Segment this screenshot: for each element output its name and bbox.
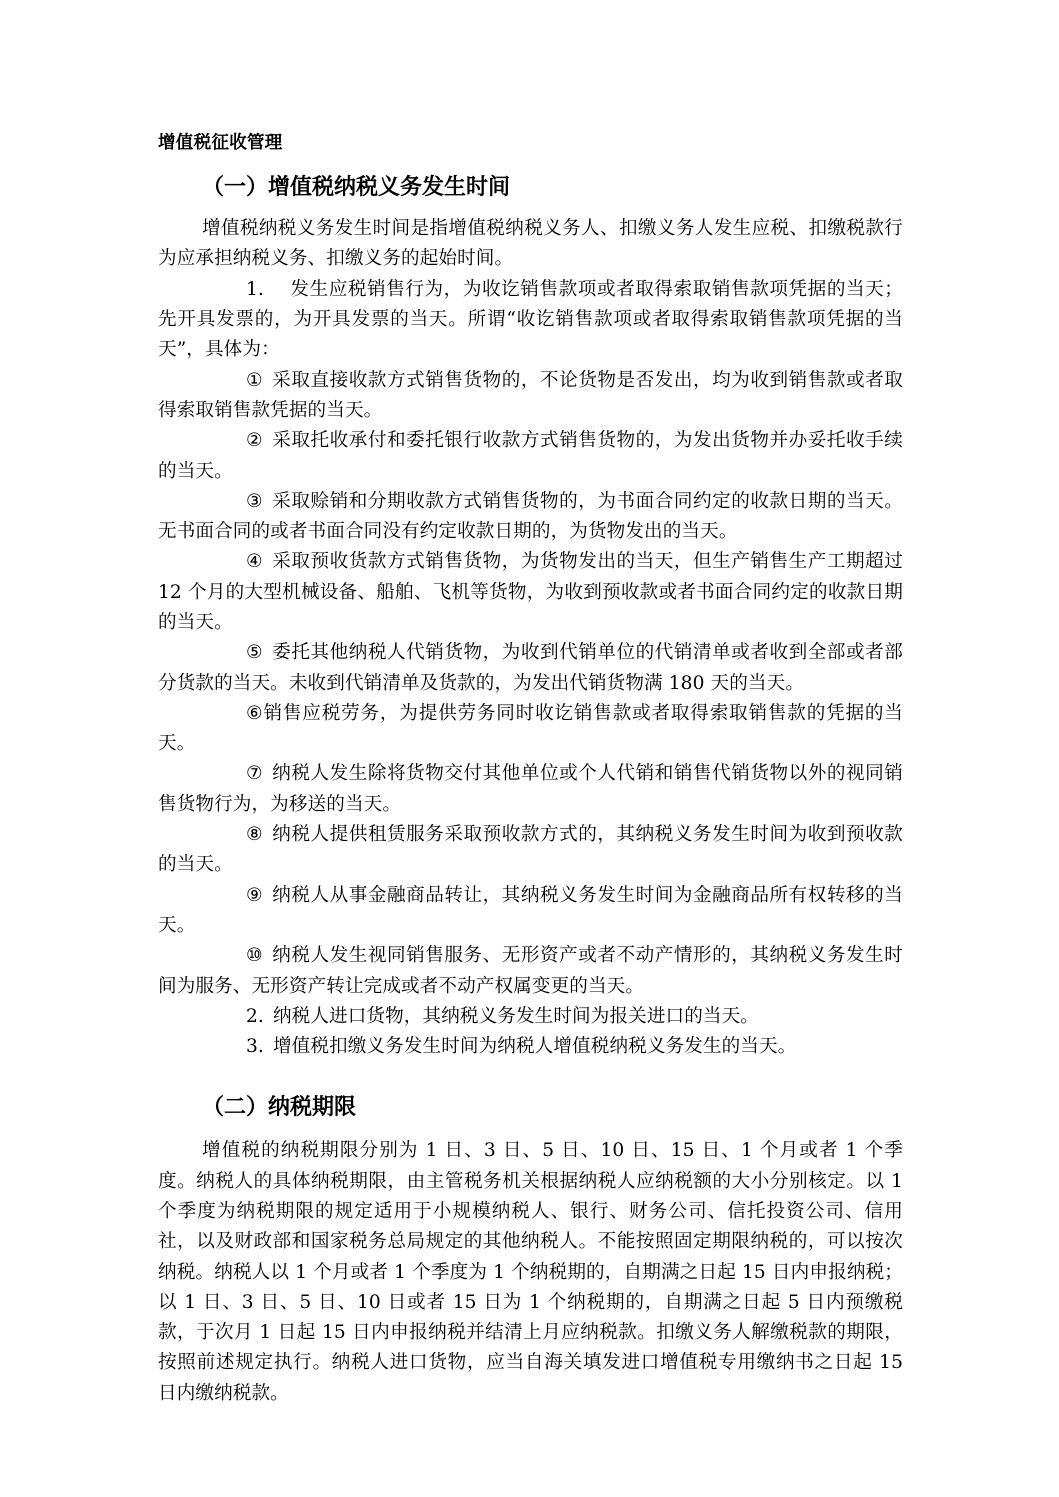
page-title: 增值税征收管理 xyxy=(158,133,283,153)
list-item-text: 纳税人进口货物，其纳税义务发生时间为报关进口的当天。 xyxy=(272,1005,759,1027)
list-marker: ② xyxy=(246,430,263,452)
list-item xyxy=(158,1032,903,1062)
list-item xyxy=(158,881,903,942)
list-marker: 3. xyxy=(246,1036,264,1058)
list-item xyxy=(158,941,903,1002)
paragraph-text: 增值税纳税义务发生时间是指增值税纳税义务人、扣缴义务人发生应税、扣缴税款行为应承担纳税义务、扣缴义务的起始时间。 xyxy=(158,218,903,270)
list-marker: ⑩ xyxy=(246,945,263,967)
list-item-text: 采取预收货款方式销售货物，为货物发出的当天，但生产销售生产工期超过 12 个月的大型机械设备、船舶、飞机等货物，为收到预收款或者书面合同约定的收款日期的当天。 xyxy=(158,551,903,633)
list-item xyxy=(158,487,903,548)
list-marker: ④ xyxy=(246,551,263,573)
list-item-text: 纳税人从事金融商品转让，其纳税义务发生时间为金融商品所有权转移的当天。 xyxy=(158,884,903,936)
list-item-text: 采取赊销和分期收款方式销售货物的，为书面合同约定的收款日期的当天。无书面合同的或者书面合同没有约定收款日期的，为货物发出的当天。 xyxy=(158,490,903,543)
list-marker: ① xyxy=(246,369,263,391)
list-item-text: 纳税人提供租赁服务采取预收款方式的，其纳税义务发生时间为收到预收款的当天。 xyxy=(158,824,903,876)
section-heading-1: （一）增值税纳税义务发生时间 xyxy=(202,174,511,201)
list-item xyxy=(158,759,903,820)
list-item-text: 采取直接收款方式销售货物的，不论货物是否发出，均为收到销售款或者取得索取销售款凭据的当天。 xyxy=(158,369,903,421)
list-item xyxy=(158,366,903,427)
paragraph xyxy=(158,1136,903,1409)
list-item xyxy=(158,275,903,366)
list-item-text: 采取托收承付和委托银行收款方式销售货物的，为发出货物并办妥托收手续的当天。 xyxy=(158,430,903,482)
list-item-text: 纳税人发生除将货物交付其他单位或个人代销和销售代销货物以外的视同销售货物行为，为移送的当天。 xyxy=(158,763,903,815)
list-marker: ⑧ xyxy=(246,824,263,846)
section-heading-2: （二）纳税期限 xyxy=(202,1094,357,1121)
paragraph-text: 增值税的纳税期限分别为 1 日、3 日、5 日、10 日、15 日、1 个月或者 1 个季度。纳税人的具体纳税期限，由主管税务机关根据纳税人应纳税额的大小分别核定。以 1 个季度为纳税期限的规定适用于小规模纳税人、银行、财务公司、信托投资公司、信用社，以及财政部和国家税务总局规定的其他纳税人。不能按照固定期限纳税的，可以按次纳税。纳税人以 1 个月或者 1 个季度为 1 个纳税期的，自期满之日起 15 日内申报纳税；以 1 日、3 日、5 日、10 日或者 15 日为 1 个纳税期的，自期满之日起 5 日内预缴税款，于次月 1 日起 15 日内申报纳税并结清上月应纳税款。扣缴义务人解缴税款的期限，按照前述规定执行。纳税人进口货物，应当自海关填发进口增值税专用缴纳书之日起 15 日内缴纳税款。 xyxy=(158,1140,903,1404)
list-item-text: 纳税人发生视同销售服务、无形资产或者不动产情形的，其纳税义务发生时间为服务、无形资产转让完成或者不动产权属变更的当天。 xyxy=(158,945,903,997)
list-marker: ⑨ xyxy=(246,884,263,906)
list-marker: ⑦ xyxy=(246,763,263,785)
list-item xyxy=(158,820,903,881)
list-item-text: 销售应税劳务，为提供劳务同时收讫销售款或者取得索取销售款的凭据的当天。 xyxy=(158,702,903,755)
list-marker: ③ xyxy=(246,490,263,512)
paragraph xyxy=(158,214,903,275)
list-item xyxy=(158,426,903,487)
list-item xyxy=(158,699,903,760)
list-item-text: 委托其他纳税人代销货物，为收到代销单位的代销清单或者收到全部或者部分货款的当天。未收到代销清单及货款的，为发出代销货物满 180 天的当天。 xyxy=(158,642,903,694)
list-marker: ⑤ xyxy=(246,642,263,664)
list-item xyxy=(158,547,903,638)
list-item-text: 增值税扣缴义务发生时间为纳税人增值税纳税义务发生的当天。 xyxy=(272,1036,797,1058)
list-marker: 2. xyxy=(246,1005,264,1027)
list-marker: ⑥ xyxy=(246,702,263,724)
list-item-text: 发生应税销售行为，为收讫销售款项或者取得索取销售款项凭据的当天；先开具发票的，为开具发票的当天。所谓“收讫销售款项或者取得索取销售款项凭据的当天”，具体为： xyxy=(158,278,903,361)
list-item xyxy=(158,638,903,699)
list-marker: 1. xyxy=(246,278,264,300)
list-item xyxy=(158,1002,903,1032)
document-body xyxy=(158,130,903,1409)
